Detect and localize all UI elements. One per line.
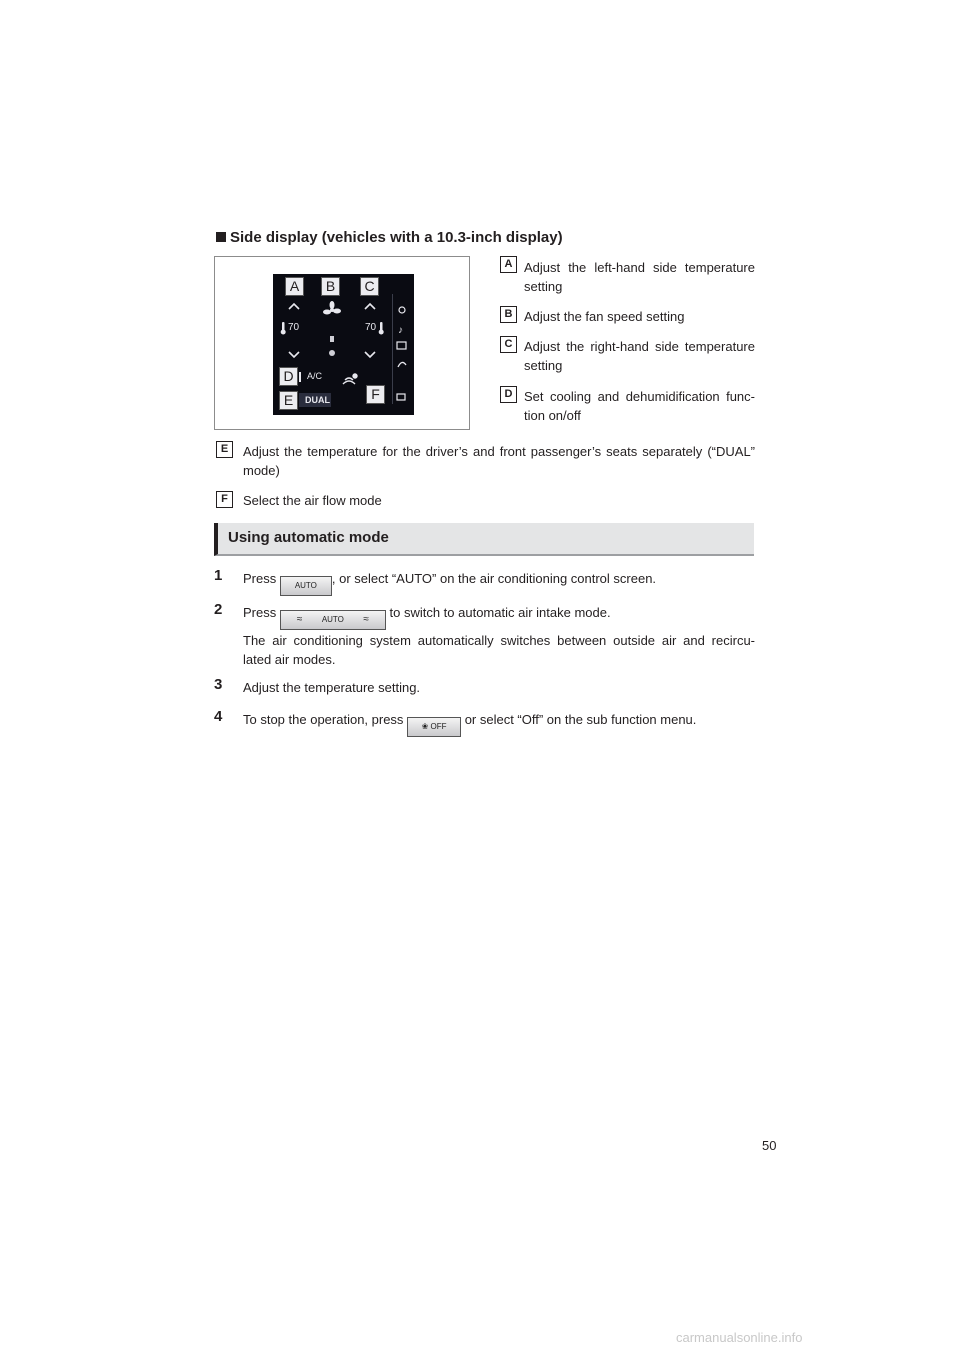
step-1: Press AUTO , or select “AUTO” on the air conditioning control screen. [243, 569, 763, 596]
callout-d: D [279, 367, 298, 386]
fan-icon-small: ❀ [421, 722, 429, 731]
step-2-note: The air conditioning system automatically switches between outside air and recircu- lated air modes. [243, 633, 755, 667]
subsection-title: Using automatic mode [228, 529, 389, 546]
ac-indicator-icon [299, 372, 301, 382]
step-4: To stop the operation, press ❀ OFF or select “Off” on the sub function menu. [243, 710, 763, 737]
legend-text-e: Adjust the temperature for the driver’s and front passenger’s seats separately (“DUAL” mode) [243, 444, 755, 478]
right-thermometer-icon [379, 322, 384, 335]
auto-intake-button-image: ≈ AUTO ≈ [280, 610, 386, 630]
section-heading: Side display (vehicles with a 10.3-inch display) [216, 229, 563, 246]
right-temp-down-chevron-icon [365, 352, 375, 357]
fan-icon [323, 301, 341, 315]
right-temperature-value: 70 [365, 322, 377, 333]
step-number-3: 3 [214, 676, 223, 693]
car-recirculate-icon: ≈ [363, 614, 369, 625]
legend-text-f: Select the air flow mode [243, 493, 382, 508]
callout-f: F [366, 385, 385, 404]
music-note-icon: ♪ [398, 325, 403, 336]
subsection-title-bar [214, 523, 754, 556]
callout-c: C [360, 277, 379, 296]
watermark: carmanualsonline.info [676, 1330, 803, 1345]
legend-letter-f: F [216, 491, 233, 508]
auto-button-image: AUTO [280, 576, 332, 596]
legend-letter-d: D [500, 386, 517, 403]
callout-b: B [321, 277, 340, 296]
legend-text-b: Adjust the fan speed setting [524, 309, 685, 324]
fan-off-button-image: ❀ OFF [407, 717, 461, 737]
legend-text-c: Adjust the right-hand side temperature setting [524, 339, 755, 373]
seat-heater-icon [330, 336, 334, 342]
callout-a: A [285, 277, 304, 296]
left-temp-down-chevron-icon [289, 352, 299, 357]
legend-letter-b: B [500, 306, 517, 323]
legend-text-d: Set cooling and dehumidification func- tion on/off [524, 389, 755, 423]
legend-text-a: Adjust the left-hand side temperature setting [524, 260, 755, 294]
step-3: Adjust the temperature setting. [243, 680, 421, 695]
legend-letter-a: A [500, 256, 517, 273]
left-temp-up-chevron-icon [289, 304, 299, 309]
airflow-seat-icon [343, 374, 357, 384]
step-number-1: 1 [214, 567, 223, 584]
right-temp-up-chevron-icon [365, 304, 375, 309]
ac-label: A/C [307, 371, 323, 381]
climate-side-display [273, 274, 414, 415]
step-2: Press ≈ AUTO ≈ to switch to automatic air intake mode. [243, 603, 763, 630]
car-air-icon: ≈ [296, 614, 303, 625]
bullet-square-icon [216, 232, 226, 242]
legend-letter-c: C [500, 336, 517, 353]
step-number-4: 4 [214, 708, 223, 725]
step-number-2: 2 [214, 601, 223, 618]
small-fan-icon [329, 350, 335, 356]
dual-label: DUAL [305, 395, 330, 405]
side-icon-strip [392, 294, 411, 404]
legend-letter-e: E [216, 441, 233, 458]
left-temperature-value: 70 [288, 322, 300, 333]
callout-e: E [279, 391, 298, 410]
left-thermometer-icon [281, 322, 286, 335]
page-number: 50 [762, 1138, 777, 1153]
